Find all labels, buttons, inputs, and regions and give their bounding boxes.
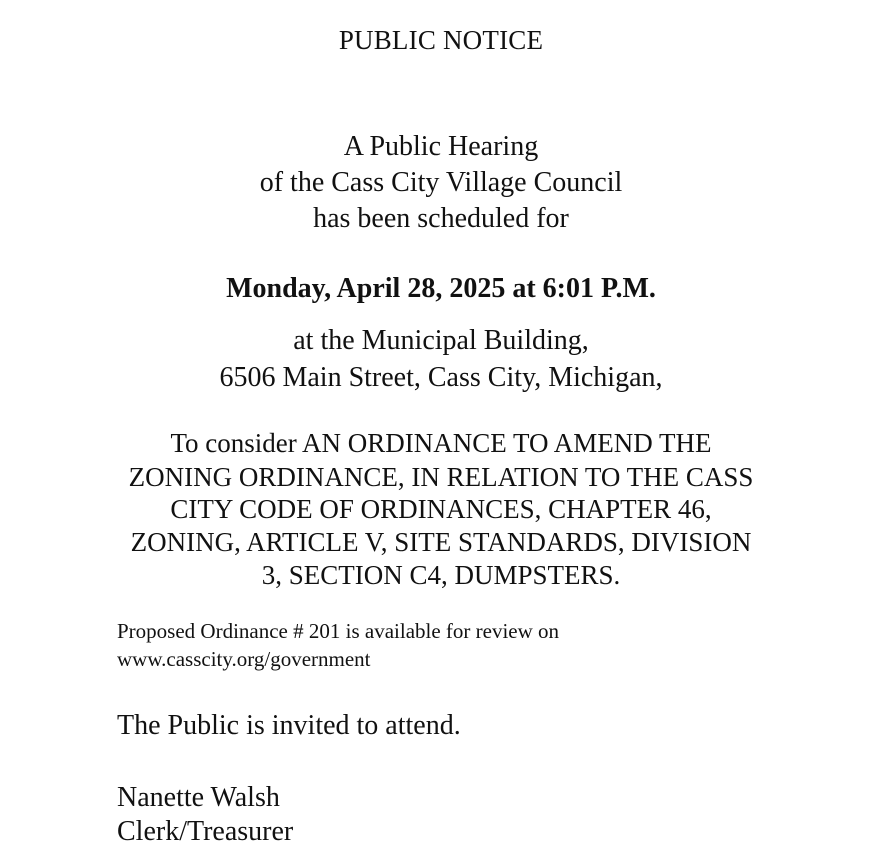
purpose-line-1: To consider AN ORDINANCE TO AMEND THE	[170, 428, 712, 458]
location-line-1: at the Municipal Building,	[293, 325, 589, 356]
intro-line-1: A Public Hearing	[343, 131, 539, 162]
purpose-line-3: CITY CODE OF ORDINANCES, CHAPTER 46,	[170, 494, 712, 524]
availability-url: www.casscity.org/government	[117, 647, 371, 671]
invitation-text: The Public is invited to attend.	[117, 710, 461, 741]
purpose-line-4: ZONING, ARTICLE V, SITE STANDARDS, DIVISION	[130, 527, 752, 557]
signatory-title: Clerk/Treasurer	[117, 816, 294, 847]
intro-line-2: of the Cass City Village Council	[259, 167, 623, 198]
purpose-line-2: ZONING ORDINANCE, IN RELATION TO THE CASS	[128, 462, 754, 492]
hearing-date-time: Monday, April 28, 2025 at 6:01 P.M.	[226, 273, 656, 304]
availability-line-1: Proposed Ordinance # 201 is available for review on	[117, 619, 560, 643]
location-line-2: 6506 Main Street, Cass City, Michigan,	[219, 362, 663, 393]
intro-line-3: has been scheduled for	[313, 203, 569, 234]
signatory-name: Nanette Walsh	[117, 782, 280, 813]
purpose-line-5: 3, SECTION C4, DUMPSTERS.	[261, 560, 621, 590]
notice-title: PUBLIC NOTICE	[338, 25, 544, 55]
